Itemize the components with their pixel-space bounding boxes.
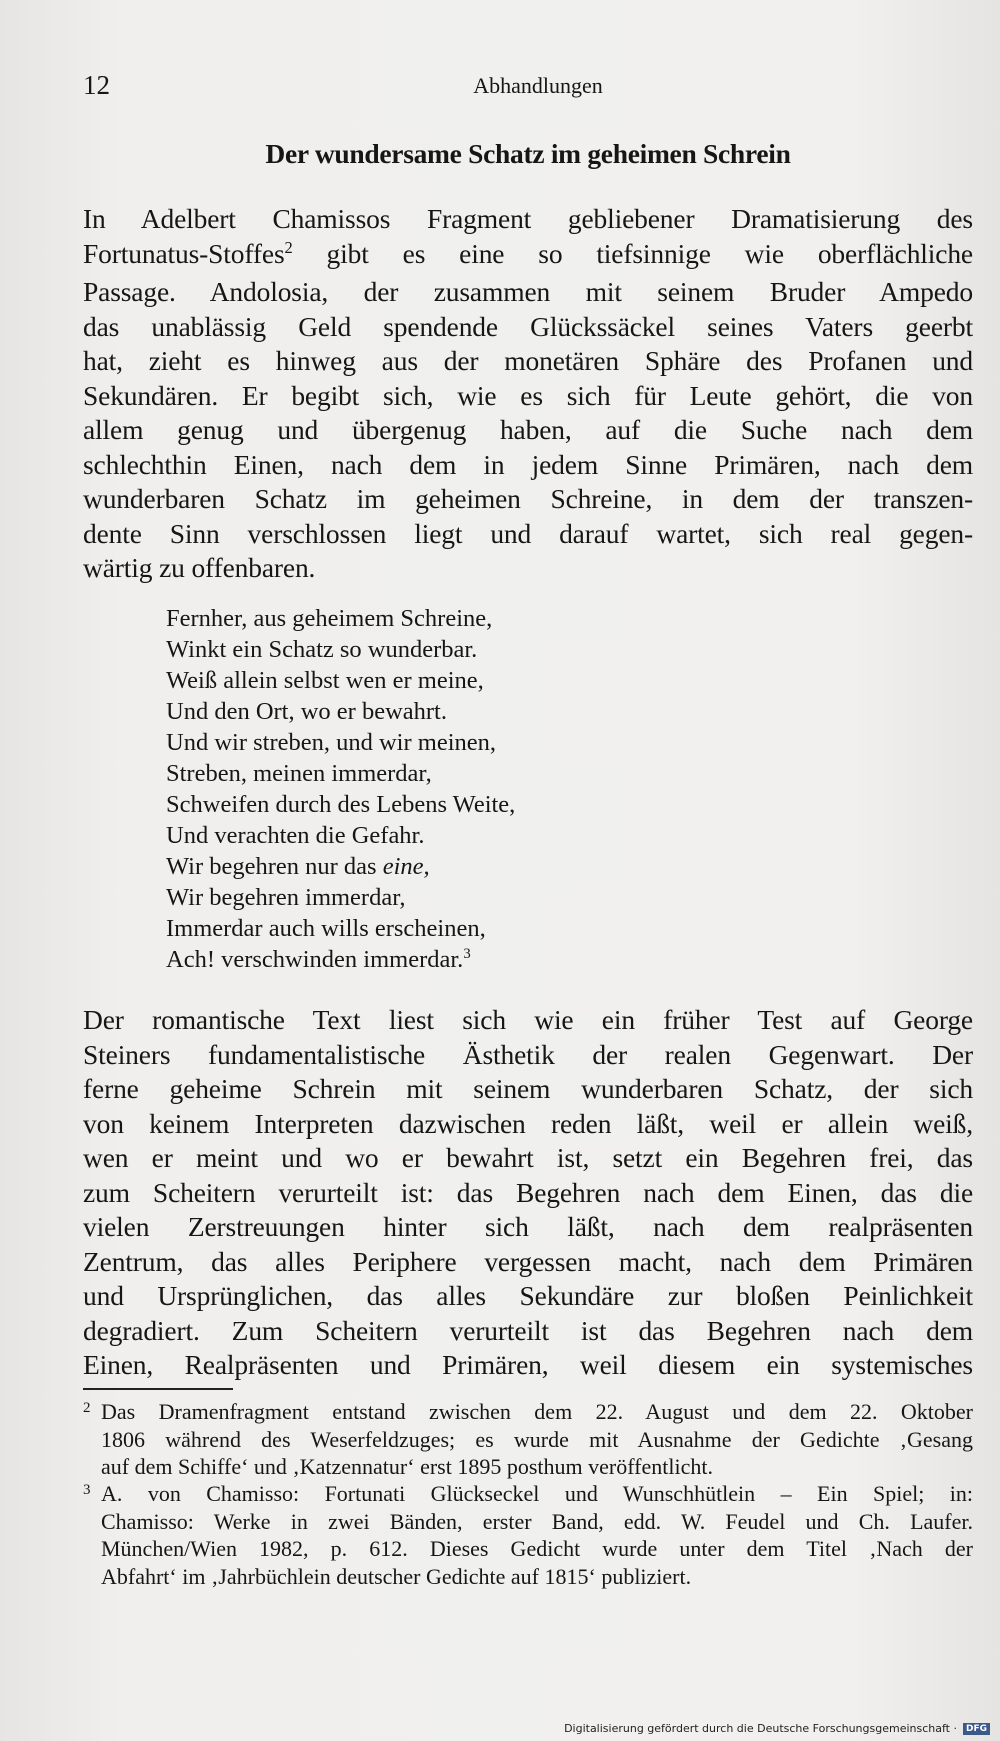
poem-line: Fernher, aus geheimem Schreine, xyxy=(166,605,493,632)
poem-line: Wir begehren immerdar, xyxy=(166,884,406,911)
text-line: vielen Zerstreuungen hinter sich läßt, nach dem realpräsenten xyxy=(83,1211,973,1242)
footnote-number: 2 xyxy=(83,1400,91,1416)
text-line: allem genug und übergenug haben, auf die Suche nach dem xyxy=(83,414,973,445)
footnote-line: Das Dramenfragment entstand zwischen dem 22. August und dem 22. Oktober xyxy=(101,1399,973,1424)
footnote-line: München/Wien 1982, p. 612. Dieses Gedicht wurde unter dem Titel ‚Nach der xyxy=(101,1536,973,1562)
text-line: Sekundären. Er begibt sich, wie es sich für Leute gehört, die von xyxy=(83,379,973,411)
footnote-body xyxy=(101,1480,973,1590)
text-line: wunderbaren Schatz im geheimen Schreine, in dem der transzen- xyxy=(83,483,973,514)
poem-line: Und den Ort, wo er bewahrt. xyxy=(166,698,447,725)
poem-quote xyxy=(166,603,515,979)
footnote-separator xyxy=(83,1388,233,1390)
paragraph-2 xyxy=(83,1003,973,1383)
page-header xyxy=(83,70,973,110)
digitization-credit xyxy=(564,1722,990,1735)
text-line: und Ursprünglichen, das alles Sekundäre zur bloßen Peinlichkeit xyxy=(83,1280,973,1311)
text-line: von keinem Interpreten dazwischen reden läßt, weil er allein weiß, xyxy=(83,1107,973,1139)
footnote-3 xyxy=(83,1480,973,1590)
paragraph-1 xyxy=(83,202,973,586)
poem-line: Immerdar auch wills erscheinen, xyxy=(166,915,486,942)
poem-line: Und verachten die Gefahr. xyxy=(166,822,425,849)
text-line: Der romantische Text liest sich wie ein früher Test auf George xyxy=(83,1004,973,1035)
text-line: wen er meint und wo er bewahrt ist, setzt ein Begehren frei, das xyxy=(83,1142,973,1173)
poem-line: Schweifen durch des Lebens Weite, xyxy=(166,791,516,818)
text-line: hat, zieht es hinweg aus der monetären Sphäre des Profanen und xyxy=(83,345,973,376)
footnote-2 xyxy=(83,1398,973,1481)
footnote-marker[interactable]: 2 xyxy=(284,237,293,257)
text-line: In Adelbert Chamissos Fragment gebliebener Dramatisierung des xyxy=(83,203,973,234)
text-fragment: Fortunatus-Stoffes xyxy=(83,237,285,269)
text-line xyxy=(83,237,973,276)
text-fragment: Wir begehren nur das xyxy=(166,853,377,880)
poem-line: Und wir streben, und wir meinen, xyxy=(166,729,496,756)
running-head: Abhandlungen xyxy=(473,73,603,98)
footnote-line: Abfahrt‘ im ‚Jahrbüchlein deutscher Gedichte auf 1815‘ publiziert. xyxy=(101,1563,692,1589)
footnote-line: 1806 während des Weserfeldzuges; es wurde mit Ausnahme der Gedichte ‚Gesang xyxy=(101,1426,973,1452)
text-line: zum Scheitern verurteilt ist: das Begehren nach dem Einen, das die xyxy=(83,1176,973,1208)
footnote-body xyxy=(101,1398,973,1481)
emphasis-text: eine, xyxy=(382,853,430,880)
text-line: ferne geheime Schrein mit seinem wunderbaren Schatz, der sich xyxy=(83,1073,973,1104)
footnote-line: auf dem Schiffe‘ und ‚Katzennatur‘ erst 1895 posthum veröffentlicht. xyxy=(101,1454,713,1480)
text-line: schlechthin Einen, nach dem in jedem Sinne Primären, nach dem xyxy=(83,448,973,480)
footnote-number: 3 xyxy=(83,1482,91,1498)
text-line: das unablässig Geld spendende Glückssäckel seines Vaters geerbt xyxy=(83,310,973,342)
poem-line xyxy=(166,944,515,979)
text-line: Steiners fundamentalistische Ästhetik der realen Gegenwart. Der xyxy=(83,1038,973,1070)
footnote-marker[interactable]: 3 xyxy=(463,946,471,963)
poem-line: Weiß allein selbst wen er meine, xyxy=(166,667,484,694)
text-line: Einen, Realpräsenten und Primären, weil diesem ein systemisches xyxy=(83,1349,973,1380)
poem-line xyxy=(166,851,515,882)
text-line: degradiert. Zum Scheitern verurteilt ist das Begehren nach dem xyxy=(83,1314,973,1346)
dfg-logo: DFG xyxy=(963,1723,990,1735)
poem-line: Winkt ein Schatz so wunderbar. xyxy=(166,636,478,663)
credit-text: Digitalisierung gefördert durch die Deutsche Forschungsgemeinschaft · xyxy=(564,1722,957,1735)
section-title: Der wundersame Schatz im geheimen Schrein xyxy=(265,138,791,169)
text-fragment: gibt es eine so tiefsinnige wie oberflächliche xyxy=(326,237,973,269)
footnote-line: Chamisso: Werke in zwei Bänden, erster Band, edd. W. Feudel und Ch. Laufer. xyxy=(101,1508,973,1534)
poem-line: Streben, meinen immerdar, xyxy=(166,760,432,787)
text-fragment: Ach! verschwinden immerdar. xyxy=(166,946,464,973)
text-line: wärtig zu offenbaren. xyxy=(83,552,316,583)
text-line: Zentrum, das alles Periphere vergessen macht, nach dem Primären xyxy=(83,1245,973,1277)
text-line: dente Sinn verschlossen liegt und darauf wartet, sich real gegen- xyxy=(83,517,973,549)
text-line: Passage. Andolosia, der zusammen mit seinem Bruder Ampedo xyxy=(83,276,973,307)
page-number: 12 xyxy=(83,70,110,100)
footnote-line: A. von Chamisso: Fortunati Glückseckel und Wunschhütlein – Ein Spiel; in: xyxy=(101,1481,973,1506)
